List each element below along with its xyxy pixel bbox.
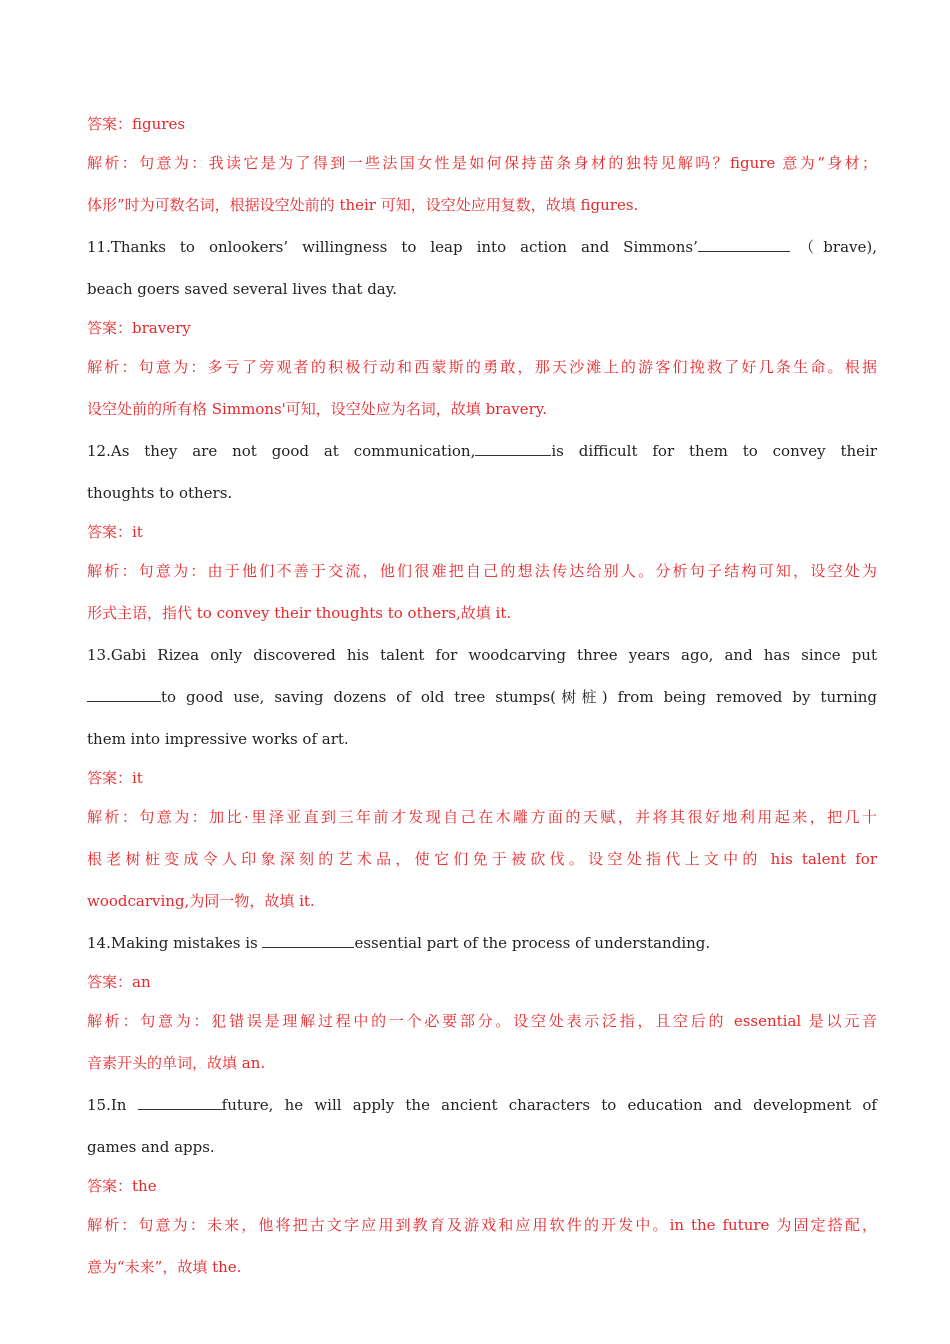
explanation-line: 根老树桩变成令人印象深刻的艺术品，使它们免于被砍伐。设空处指代上文中的 his talent for <box>87 850 877 868</box>
answer-blank[interactable] <box>475 441 551 456</box>
question-text: future, he will apply the ancient characters to education and development of <box>221 1096 877 1114</box>
explanation-line: 设空处前的所有格 Simmons'可知，设空处应为名词，故填 bravery. <box>87 400 548 418</box>
question-15-line-2: games and apps. <box>87 1138 215 1156</box>
answer-line: 答案：it <box>87 769 143 787</box>
explanation-line: 解析：句意为：多亏了旁观者的积极行动和西蒙斯的勇敢，那天沙滩上的游客们挽救了好几条生命。根据 <box>87 358 877 376</box>
explanation-line: 解析：句意为：未来，他将把古文字应用到教育及游戏和应用软件的开发中。in the future 为固定搭配， <box>87 1216 877 1234</box>
question-text: 11.Thanks to onlookers’ willingness to leap into action and Simmons’ <box>87 238 698 256</box>
explanation-line: 音素开头的单词，故填 an. <box>87 1054 266 1072</box>
question-11-line-1 <box>87 226 877 268</box>
question-text: to good use, saving dozens of old tree stumps(树桩) from being removed by turning <box>161 688 877 706</box>
question-13-line-1: 13.Gabi Rizea only discovered his talent for woodcarving three years ago, and has since put <box>87 646 877 664</box>
answer-line: 答案：an <box>87 973 151 991</box>
explanation-line: 解析：句意为：由于他们不善于交流，他们很难把自己的想法传达给别人。分析句子结构可知，设空处为 <box>87 562 877 580</box>
answer-line: 答案：the <box>87 1177 157 1195</box>
explanation-line: 体形”时为可数名词，根据设空处前的 their 可知，设空处应用复数，故填 figures. <box>87 196 639 214</box>
answer-line: 答案：it <box>87 523 143 541</box>
explanation-line: 意为“未来”，故填 the. <box>87 1258 242 1276</box>
answer-line: 答案：figures <box>87 115 186 133</box>
question-13-line-2 <box>87 676 877 718</box>
worksheet-page <box>87 106 877 1288</box>
question-text: 12.As they are not good at communication, <box>87 442 476 460</box>
question-text: 14.Making mistakes is <box>87 934 258 952</box>
answer-line: 答案：bravery <box>87 319 191 337</box>
explanation-line: 形式主语，指代 to convey their thoughts to others,故填 it. <box>87 604 512 622</box>
explanation-line: woodcarving,为同一物，故填 it. <box>87 892 315 910</box>
question-11-line-2: beach goers saved several lives that day. <box>87 280 397 298</box>
question-text: 15.In <box>87 1096 127 1114</box>
answer-blank[interactable] <box>262 933 354 948</box>
question-15-line-1 <box>87 1084 877 1126</box>
question-text: essential part of the process of understanding. <box>354 934 711 952</box>
explanation-line: 解析：句意为：犯错误是理解过程中的一个必要部分。设空处表示泛指，且空后的 essential 是以元音 <box>87 1012 877 1030</box>
question-text: is difficult for them to convey their <box>551 442 877 460</box>
explanation-line: 解析：句意为：我读它是为了得到一些法国女性是如何保持苗条身材的独特见解吗？figure 意为“身材； <box>87 154 877 172</box>
question-12-line-1 <box>87 430 877 472</box>
question-13-line-3: them into impressive works of art. <box>87 730 349 748</box>
explanation-line: 解析：句意为：加比·里泽亚直到三年前才发现自己在木雕方面的天赋，并将其很好地利用起来，把几十 <box>87 808 877 826</box>
question-text: （brave), <box>789 238 877 256</box>
answer-blank[interactable] <box>138 1095 222 1110</box>
question-12-line-2: thoughts to others. <box>87 484 233 502</box>
question-14-line-1 <box>87 922 877 964</box>
answer-blank[interactable] <box>87 687 161 702</box>
answer-blank[interactable] <box>698 237 790 252</box>
